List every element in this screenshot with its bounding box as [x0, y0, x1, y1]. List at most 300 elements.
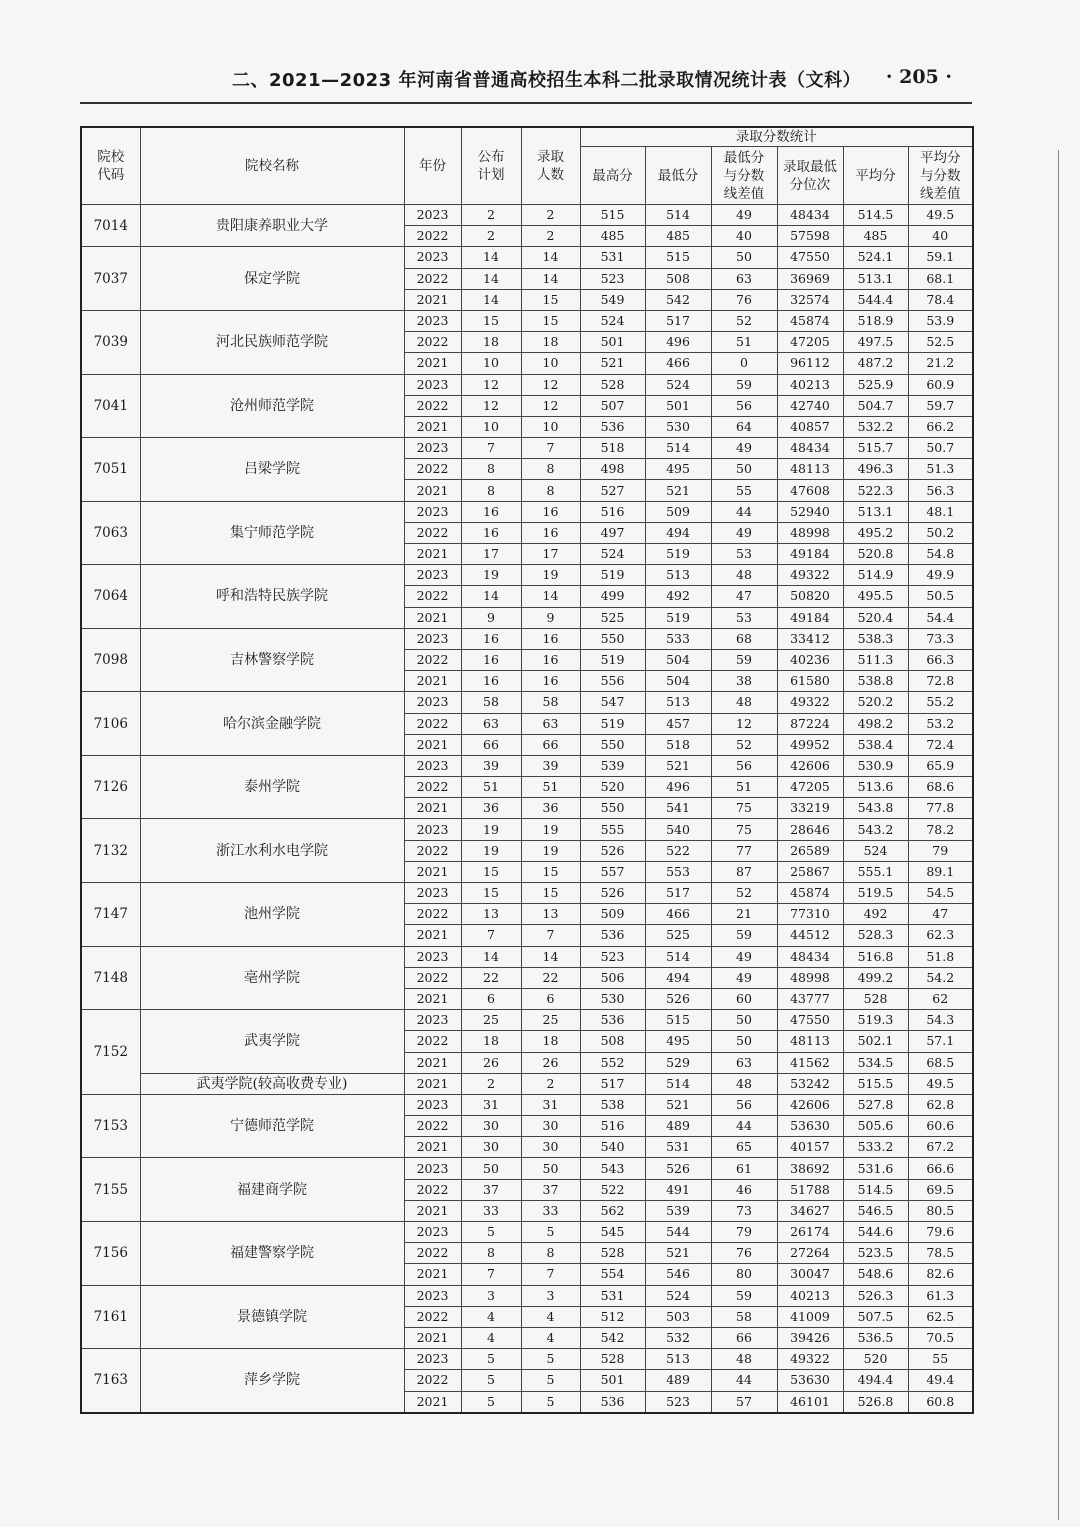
cell-rank: 26589 [777, 840, 843, 861]
cell-min-diff: 60 [711, 988, 777, 1009]
cell-plan: 16 [461, 671, 521, 692]
cell-avg: 519.3 [843, 1010, 908, 1031]
cell-plan: 26 [461, 1052, 521, 1073]
cell-min-diff: 56 [711, 395, 777, 416]
school-code: 7051 [81, 438, 140, 502]
cell-plan: 4 [461, 1327, 521, 1348]
cell-rank: 47205 [777, 777, 843, 798]
school-name: 武夷学院 [140, 1010, 404, 1074]
cell-avg: 494.4 [843, 1370, 908, 1391]
cell-min: 521 [645, 755, 711, 776]
cell-year: 2022 [404, 395, 461, 416]
cell-admitted: 14 [521, 247, 580, 268]
cell-min-diff: 0 [711, 353, 777, 374]
cell-admitted: 3 [521, 1285, 580, 1306]
cell-avg: 518.9 [843, 310, 908, 331]
cell-max: 543 [580, 1158, 645, 1179]
cell-avg: 514.5 [843, 1179, 908, 1200]
cell-rank: 49952 [777, 734, 843, 755]
cell-min-diff: 44 [711, 501, 777, 522]
school-name: 萍乡学院 [140, 1349, 404, 1413]
cell-min: 504 [645, 671, 711, 692]
cell-admitted: 5 [521, 1349, 580, 1370]
cell-min: 466 [645, 904, 711, 925]
cell-avg-diff: 21.2 [908, 353, 973, 374]
cell-min-diff: 79 [711, 1222, 777, 1243]
cell-year: 2023 [404, 1349, 461, 1370]
table-row [81, 565, 973, 586]
cell-avg-diff: 66.6 [908, 1158, 973, 1179]
page-header [80, 62, 972, 104]
cell-avg-diff: 77.8 [908, 798, 973, 819]
cell-year: 2022 [404, 840, 461, 861]
cell-year: 2022 [404, 713, 461, 734]
cell-rank: 53630 [777, 1116, 843, 1137]
table-row [81, 438, 973, 459]
cell-min: 517 [645, 883, 711, 904]
school-code: 7132 [81, 819, 140, 883]
cell-admitted: 14 [521, 586, 580, 607]
cell-rank: 28646 [777, 819, 843, 840]
cell-plan: 37 [461, 1179, 521, 1200]
cell-avg: 513.6 [843, 777, 908, 798]
cell-min-diff: 48 [711, 565, 777, 586]
cell-min: 532 [645, 1327, 711, 1348]
table-row [81, 501, 973, 522]
page-number: · 205 · [885, 66, 952, 88]
cell-admitted: 36 [521, 798, 580, 819]
cell-avg-diff: 59.7 [908, 395, 973, 416]
cell-min: 522 [645, 840, 711, 861]
cell-avg-diff: 68.6 [908, 777, 973, 798]
cell-year: 2021 [404, 925, 461, 946]
cell-max: 552 [580, 1052, 645, 1073]
cell-min-diff: 48 [711, 692, 777, 713]
cell-min-diff: 87 [711, 861, 777, 882]
cell-min: 519 [645, 544, 711, 565]
cell-rank: 48998 [777, 522, 843, 543]
cell-plan: 15 [461, 883, 521, 904]
cell-rank: 49322 [777, 692, 843, 713]
cell-min: 491 [645, 1179, 711, 1200]
cell-year: 2022 [404, 268, 461, 289]
cell-plan: 14 [461, 247, 521, 268]
cell-year: 2021 [404, 607, 461, 628]
cell-max: 485 [580, 226, 645, 247]
cell-year: 2022 [404, 1179, 461, 1200]
cell-admitted: 16 [521, 671, 580, 692]
school-name: 河北民族师范学院 [140, 310, 404, 374]
cell-max: 528 [580, 374, 645, 395]
cell-max: 525 [580, 607, 645, 628]
cell-min: 530 [645, 416, 711, 437]
cell-admitted: 18 [521, 1031, 580, 1052]
cell-year: 2023 [404, 1010, 461, 1031]
cell-min-diff: 50 [711, 1010, 777, 1031]
cell-plan: 10 [461, 353, 521, 374]
cell-plan: 18 [461, 332, 521, 353]
cell-year: 2021 [404, 416, 461, 437]
cell-avg-diff: 78.2 [908, 819, 973, 840]
cell-rank: 47205 [777, 332, 843, 353]
cell-admitted: 16 [521, 649, 580, 670]
cell-year: 2021 [404, 861, 461, 882]
cell-avg-diff: 69.5 [908, 1179, 973, 1200]
cell-year: 2023 [404, 374, 461, 395]
cell-min: 495 [645, 1031, 711, 1052]
school-name: 福建商学院 [140, 1158, 404, 1222]
cell-plan: 3 [461, 1285, 521, 1306]
cell-min-diff: 76 [711, 289, 777, 310]
cell-max: 499 [580, 586, 645, 607]
cell-admitted: 7 [521, 925, 580, 946]
cell-max: 523 [580, 946, 645, 967]
cell-year: 2021 [404, 1137, 461, 1158]
cell-min-diff: 44 [711, 1116, 777, 1137]
cell-year: 2023 [404, 755, 461, 776]
cell-admitted: 58 [521, 692, 580, 713]
cell-avg-diff: 53.9 [908, 310, 973, 331]
cell-plan: 30 [461, 1116, 521, 1137]
cell-admitted: 5 [521, 1370, 580, 1391]
cell-rank: 47550 [777, 1010, 843, 1031]
cell-plan: 2 [461, 226, 521, 247]
cell-admitted: 26 [521, 1052, 580, 1073]
cell-avg: 516.8 [843, 946, 908, 967]
cell-rank: 49322 [777, 1349, 843, 1370]
cell-avg-diff: 72.8 [908, 671, 973, 692]
cell-year: 2021 [404, 480, 461, 501]
cell-year: 2022 [404, 1370, 461, 1391]
cell-rank: 49322 [777, 565, 843, 586]
cell-max: 536 [580, 1010, 645, 1031]
cell-min-diff: 52 [711, 310, 777, 331]
cell-year: 2023 [404, 628, 461, 649]
school-name: 泰州学院 [140, 755, 404, 819]
cell-avg: 520.8 [843, 544, 908, 565]
cell-plan: 4 [461, 1306, 521, 1327]
cell-avg-diff: 49.5 [908, 1073, 973, 1094]
cell-max: 519 [580, 649, 645, 670]
school-name: 保定学院 [140, 247, 404, 311]
table-row [81, 205, 973, 226]
cell-plan: 19 [461, 819, 521, 840]
cell-rank: 33219 [777, 798, 843, 819]
cell-min: 523 [645, 1391, 711, 1413]
table-row [81, 1222, 973, 1243]
cell-min-diff: 55 [711, 480, 777, 501]
cell-plan: 66 [461, 734, 521, 755]
cell-avg: 544.6 [843, 1222, 908, 1243]
cell-rank: 53242 [777, 1073, 843, 1094]
cell-avg: 524.1 [843, 247, 908, 268]
cell-year: 2023 [404, 883, 461, 904]
cell-avg: 534.5 [843, 1052, 908, 1073]
cell-admitted: 19 [521, 819, 580, 840]
cell-year: 2021 [404, 353, 461, 374]
cell-max: 545 [580, 1222, 645, 1243]
cell-avg-diff: 49.9 [908, 565, 973, 586]
cell-avg-diff: 79 [908, 840, 973, 861]
cell-min: 524 [645, 374, 711, 395]
cell-min-diff: 46 [711, 1179, 777, 1200]
cell-min: 495 [645, 459, 711, 480]
cell-min: 526 [645, 988, 711, 1009]
school-code: 7148 [81, 946, 140, 1010]
cell-max: 556 [580, 671, 645, 692]
cell-min-diff: 52 [711, 734, 777, 755]
cell-rank: 39426 [777, 1327, 843, 1348]
cell-plan: 16 [461, 522, 521, 543]
school-code: 7147 [81, 883, 140, 947]
cell-year: 2023 [404, 1094, 461, 1115]
cell-admitted: 37 [521, 1179, 580, 1200]
cell-plan: 58 [461, 692, 521, 713]
school-name: 宁德师范学院 [140, 1094, 404, 1158]
cell-rank: 77310 [777, 904, 843, 925]
cell-avg-diff: 49.5 [908, 205, 973, 226]
header-score-group: 录取分数统计 [580, 127, 973, 147]
cell-avg: 511.3 [843, 649, 908, 670]
cell-min-diff: 64 [711, 416, 777, 437]
cell-avg: 513.1 [843, 268, 908, 289]
school-code: 7014 [81, 205, 140, 247]
cell-year: 2021 [404, 544, 461, 565]
cell-max: 501 [580, 1370, 645, 1391]
cell-avg-diff: 52.5 [908, 332, 973, 353]
cell-avg-diff: 78.5 [908, 1243, 973, 1264]
school-code: 7041 [81, 374, 140, 438]
cell-year: 2022 [404, 1116, 461, 1137]
cell-admitted: 4 [521, 1327, 580, 1348]
cell-admitted: 12 [521, 395, 580, 416]
school-code: 7098 [81, 628, 140, 692]
cell-admitted: 8 [521, 459, 580, 480]
cell-avg: 515.7 [843, 438, 908, 459]
cell-avg: 520 [843, 1349, 908, 1370]
cell-plan: 5 [461, 1222, 521, 1243]
cell-min-diff: 47 [711, 586, 777, 607]
cell-max: 536 [580, 925, 645, 946]
cell-avg-diff: 54.2 [908, 967, 973, 988]
cell-admitted: 17 [521, 544, 580, 565]
cell-max: 524 [580, 310, 645, 331]
cell-plan: 7 [461, 438, 521, 459]
school-name: 沧州师范学院 [140, 374, 404, 438]
cell-min-diff: 57 [711, 1391, 777, 1413]
cell-year: 2022 [404, 459, 461, 480]
cell-max: 547 [580, 692, 645, 713]
cell-max: 518 [580, 438, 645, 459]
cell-year: 2023 [404, 438, 461, 459]
cell-max: 531 [580, 1285, 645, 1306]
cell-min-diff: 68 [711, 628, 777, 649]
cell-rank: 42740 [777, 395, 843, 416]
cell-year: 2021 [404, 798, 461, 819]
cell-avg-diff: 62.3 [908, 925, 973, 946]
cell-admitted: 8 [521, 1243, 580, 1264]
cell-avg: 504.7 [843, 395, 908, 416]
cell-min: 509 [645, 501, 711, 522]
cell-year: 2023 [404, 1158, 461, 1179]
cell-min-diff: 53 [711, 607, 777, 628]
cell-avg: 523.5 [843, 1243, 908, 1264]
cell-avg: 495.5 [843, 586, 908, 607]
cell-avg-diff: 68.5 [908, 1052, 973, 1073]
cell-rank: 40213 [777, 374, 843, 395]
cell-avg: 530.9 [843, 755, 908, 776]
cell-rank: 48434 [777, 438, 843, 459]
cell-min: 513 [645, 1349, 711, 1370]
cell-year: 2021 [404, 1052, 461, 1073]
cell-year: 2023 [404, 946, 461, 967]
header-name: 院校名称 [140, 127, 404, 205]
cell-max: 550 [580, 798, 645, 819]
cell-min-diff: 40 [711, 226, 777, 247]
cell-year: 2021 [404, 734, 461, 755]
cell-avg-diff: 66.2 [908, 416, 973, 437]
cell-admitted: 14 [521, 268, 580, 289]
cell-rank: 36969 [777, 268, 843, 289]
cell-max: 531 [580, 247, 645, 268]
cell-plan: 17 [461, 544, 521, 565]
cell-rank: 26174 [777, 1222, 843, 1243]
cell-avg-diff: 67.2 [908, 1137, 973, 1158]
cell-year: 2022 [404, 967, 461, 988]
cell-max: 542 [580, 1327, 645, 1348]
cell-min-diff: 73 [711, 1200, 777, 1221]
cell-avg: 525.9 [843, 374, 908, 395]
cell-min-diff: 66 [711, 1327, 777, 1348]
cell-avg: 520.4 [843, 607, 908, 628]
cell-avg: 492 [843, 904, 908, 925]
school-code: 7161 [81, 1285, 140, 1349]
cell-min: 519 [645, 607, 711, 628]
cell-max: 540 [580, 1137, 645, 1158]
cell-plan: 50 [461, 1158, 521, 1179]
cell-rank: 49184 [777, 544, 843, 565]
cell-rank: 53630 [777, 1370, 843, 1391]
cell-min-diff: 50 [711, 247, 777, 268]
cell-avg-diff: 59.1 [908, 247, 973, 268]
cell-plan: 33 [461, 1200, 521, 1221]
cell-min-diff: 80 [711, 1264, 777, 1285]
cell-avg-diff: 68.1 [908, 268, 973, 289]
cell-rank: 87224 [777, 713, 843, 734]
cell-min: 515 [645, 1010, 711, 1031]
cell-admitted: 4 [521, 1306, 580, 1327]
cell-avg-diff: 70.5 [908, 1327, 973, 1348]
cell-min-diff: 58 [711, 1306, 777, 1327]
cell-admitted: 2 [521, 1073, 580, 1094]
school-name: 景德镇学院 [140, 1285, 404, 1349]
cell-avg-diff: 60.8 [908, 1391, 973, 1413]
cell-min: 501 [645, 395, 711, 416]
cell-rank: 57598 [777, 226, 843, 247]
cell-min-diff: 49 [711, 522, 777, 543]
school-name: 呼和浩特民族学院 [140, 565, 404, 629]
cell-min: 489 [645, 1116, 711, 1137]
cell-min-diff: 56 [711, 755, 777, 776]
cell-year: 2022 [404, 649, 461, 670]
table-row [81, 883, 973, 904]
cell-plan: 14 [461, 946, 521, 967]
cell-avg: 498.2 [843, 713, 908, 734]
cell-rank: 42606 [777, 755, 843, 776]
cell-rank: 61580 [777, 671, 843, 692]
header-code: 院校代码 [81, 127, 140, 205]
cell-rank: 45874 [777, 310, 843, 331]
cell-year: 2022 [404, 332, 461, 353]
cell-avg: 543.8 [843, 798, 908, 819]
cell-avg-diff: 82.6 [908, 1264, 973, 1285]
cell-min: 531 [645, 1137, 711, 1158]
cell-avg: 527.8 [843, 1094, 908, 1115]
cell-min: 508 [645, 268, 711, 289]
cell-year: 2022 [404, 777, 461, 798]
school-code: 7039 [81, 310, 140, 374]
cell-avg-diff: 78.4 [908, 289, 973, 310]
cell-avg: 519.5 [843, 883, 908, 904]
cell-min: 515 [645, 247, 711, 268]
cell-min: 526 [645, 1158, 711, 1179]
cell-rank: 52940 [777, 501, 843, 522]
cell-plan: 31 [461, 1094, 521, 1115]
cell-min-diff: 63 [711, 268, 777, 289]
cell-max: 554 [580, 1264, 645, 1285]
cell-min-diff: 38 [711, 671, 777, 692]
cell-avg-diff: 51.8 [908, 946, 973, 967]
cell-admitted: 66 [521, 734, 580, 755]
cell-rank: 40213 [777, 1285, 843, 1306]
cell-admitted: 16 [521, 628, 580, 649]
cell-plan: 2 [461, 1073, 521, 1094]
cell-avg: 538.8 [843, 671, 908, 692]
cell-rank: 25867 [777, 861, 843, 882]
table-row [81, 374, 973, 395]
cell-rank: 43777 [777, 988, 843, 1009]
cell-min: 514 [645, 1073, 711, 1094]
cell-avg: 507.5 [843, 1306, 908, 1327]
cell-min: 544 [645, 1222, 711, 1243]
cell-avg: 555.1 [843, 861, 908, 882]
cell-min: 513 [645, 692, 711, 713]
cell-rank: 30047 [777, 1264, 843, 1285]
cell-avg: 544.4 [843, 289, 908, 310]
cell-min: 541 [645, 798, 711, 819]
cell-rank: 41562 [777, 1052, 843, 1073]
cell-min-diff: 50 [711, 459, 777, 480]
cell-admitted: 15 [521, 861, 580, 882]
admission-table [80, 126, 974, 1414]
cell-max: 550 [580, 734, 645, 755]
cell-plan: 14 [461, 268, 521, 289]
cell-max: 497 [580, 522, 645, 543]
cell-max: 519 [580, 713, 645, 734]
cell-plan: 9 [461, 607, 521, 628]
cell-avg-diff: 62.5 [908, 1306, 973, 1327]
table-row [81, 755, 973, 776]
cell-year: 2023 [404, 501, 461, 522]
cell-max: 538 [580, 1094, 645, 1115]
page-title: 二、2021—2023 年河南省普通高校招生本科二批录取情况统计表（文科） [232, 70, 861, 91]
cell-plan: 15 [461, 861, 521, 882]
cell-min: 521 [645, 480, 711, 501]
cell-max: 524 [580, 544, 645, 565]
cell-min-diff: 50 [711, 1031, 777, 1052]
school-name: 集宁师范学院 [140, 501, 404, 565]
cell-avg: 502.1 [843, 1031, 908, 1052]
